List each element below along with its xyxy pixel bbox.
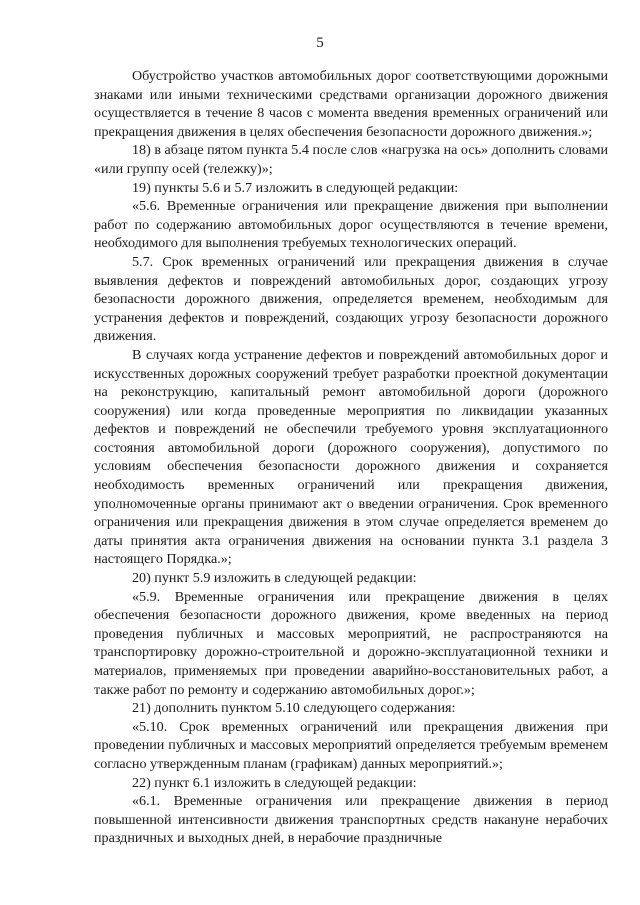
page-number: 5 — [316, 35, 324, 51]
paragraph-defects-cases: В случаях когда устранение дефектов и повреждений автомобильных дорог и искусственных дорожных сооружений требует разработки проектной документации на реконструкцию, капитальный ремонт автомобильной дороги (дорожного сооружения) или когда проведенные мероприятия по ликвидации указанных дефектов и повреждений не обеспечили требуемого уровня эксплуатационного состояния автомобильной дороги (дорожного сооружения), допустимого по условиям обеспечения безопасности дорожного движения и сохраняется необходимость временных ограничений или прекращения движения, уполномоченные органы принимают акт о введении ограничения. Срок временного ограничения или прекращения движения в этом случае определяется временем до даты принятия акта ограничения движения на основании пункта 3.1 раздела 3 настоящего Порядка.»; — [94, 346, 608, 568]
paragraph-item-20: 20) пункт 5.9 изложить в следующей редакции: — [132, 570, 417, 587]
paragraph-item-21: 21) дополнить пунктом 5.10 следующего содержания: — [132, 700, 456, 717]
paragraph-clause-5-9: «5.9. Временные ограничения или прекращение движения в целях обеспечения безопасности дорожного движения, кроме введенных на период проведения публичных и массовых мероприятий, не распространяются на транспортировку дорожно-строительной и дорожно-эксплуатационной техники и материалов, применяемых при проведении аварийно-восстановительных работ, а также работ по ремонту и содержанию автомобильных дорог.»; — [94, 588, 608, 698]
paragraph-clause-5-10: «5.10. Срок временных ограничений или прекращения движения при проведении публичных и массовых мероприятий определяется требуемым временем согласно утвержденным планам (графикам) данных мероприятий.»; — [94, 718, 608, 772]
paragraph-item-22: 22) пункт 6.1 изложить в следующей редакции: — [132, 774, 417, 791]
paragraph-signage-rule: Обустройство участков автомобильных дорог соответствующими дорожными знаками или иными техническими средствами организации дорожного движения осуществляется в течение 8 часов с момента введения временных ограничений или прекращения движения в целях обеспечения безопасности дорожного движения.»; — [94, 68, 608, 140]
paragraph-item-18: 18) в абзаце пятом пункта 5.4 после слов «нагрузка на ось» дополнить словами «или группу осей (тележку)»; — [94, 142, 608, 177]
paragraph-clause-6-1: «6.1. Временные ограничения или прекращение движения в период повышенной интенсивности движения транспортных средств накануне нерабочих праздничных и выходных дней, в нерабочие праздничные — [94, 793, 608, 847]
document-body — [94, 67, 608, 848]
paragraph-item-19: 19) пункты 5.6 и 5.7 изложить в следующей редакции: — [132, 179, 459, 196]
paragraph-clause-5-7: 5.7. Срок временных ограничений или прекращения движения в случае выявления дефектов и повреждений автомобильных дорог, создающих угрозу безопасности дорожного движения, определяется временем, необходимым для устранения дефектов и повреждений, создающих угрозу безопасности дорожного движения. — [94, 253, 608, 345]
paragraph-clause-5-6: «5.6. Временные ограничения или прекращение движения при выполнении работ по содержанию автомобильных дорог осуществляются в течение времени, необходимого для выполнения требуемых технологических операций. — [94, 198, 608, 252]
